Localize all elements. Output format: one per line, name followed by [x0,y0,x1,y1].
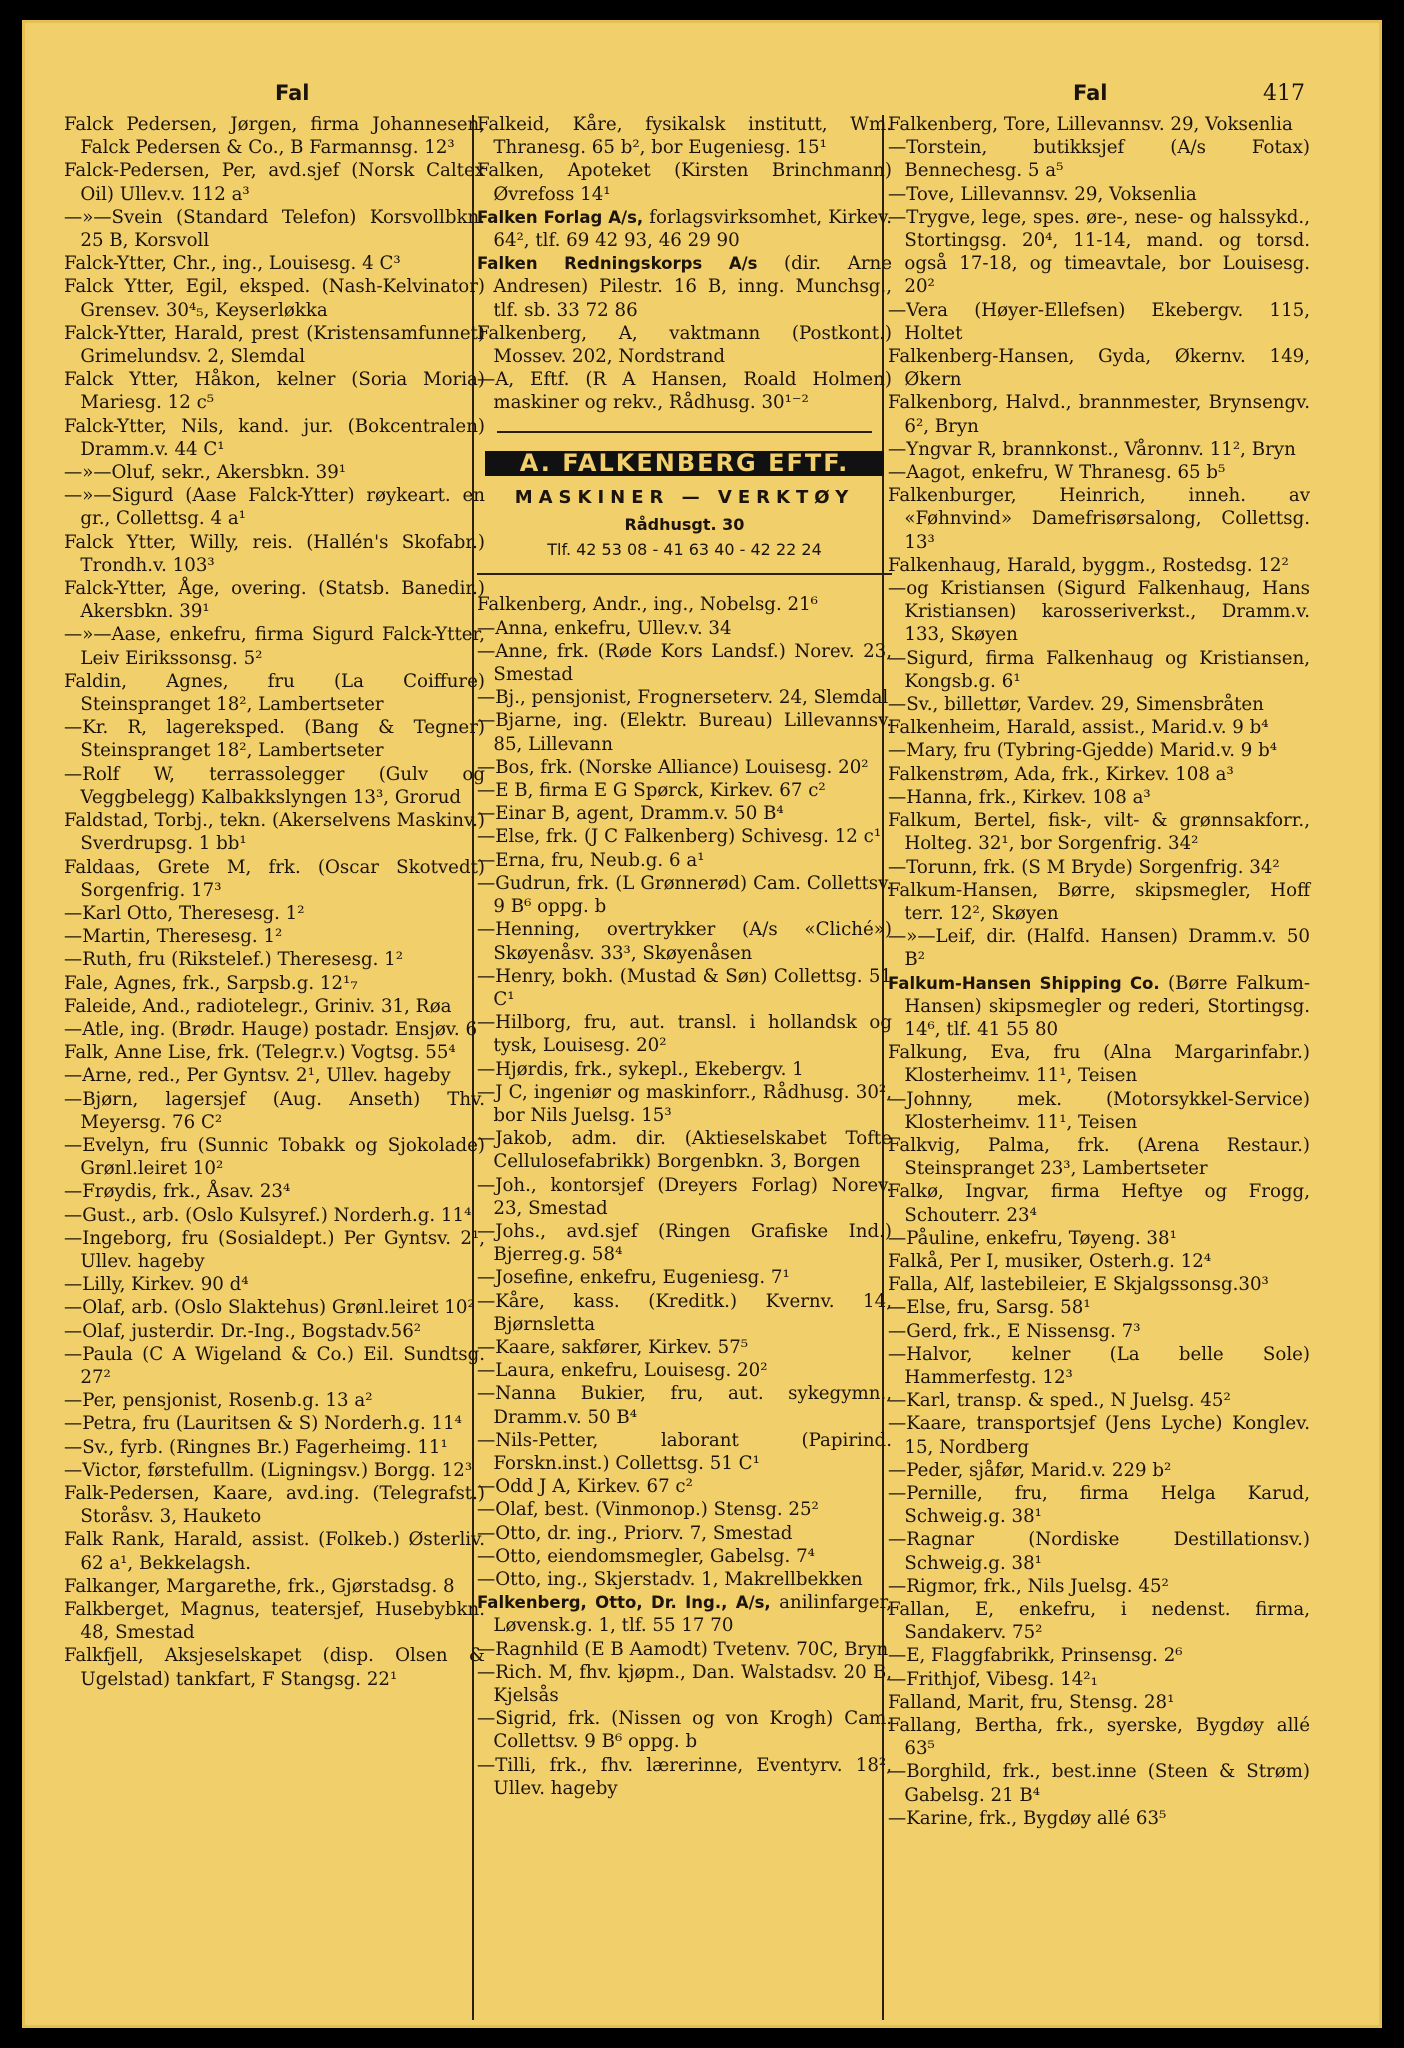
directory-entry [888,1320,1310,1343]
directory-entry: Falck-Pedersen, Per, avd.sjef (Norsk Caltex Oil) Ullev.v. 112 a³ [64,160,485,205]
entry-text: —Joh., kontorsjef (Dreyers Forlag) Norev. 23, Smestad [477,1174,892,1219]
entry-text: —Johnny, mek. (Motorsykkel-Service) Klosterheimv. 11¹, Teisen [888,1088,1310,1133]
directory-entry [888,183,1310,206]
bold-entry-name: Falken Redningskorps A/s [477,254,758,274]
directory-entry: —Olaf, arb. (Oslo Slaktehus) Grønl.leiret 10² [64,1297,475,1319]
entry-text: —Einar B, agent, Dramm.v. 50 B⁴ [477,803,784,825]
page-number: 417 [1263,81,1305,106]
entry-text: —Else, frk. (J C Falkenberg) Schivesg. 12 c¹ [477,826,882,848]
directory-entry [477,802,892,825]
directory-entry [888,1644,1310,1667]
directory-entry [477,1058,892,1081]
directory-entry [888,647,1310,693]
entry-text: —Anne, frk. (Røde Kors Landsf.) Norev. 23, Smestad [477,640,892,686]
directory-entry [477,206,892,252]
entry-text: —Erna, fru, Neub.g. 6 a¹ [477,849,705,871]
entry-text: forlagsvirksomhet, Kirkev. 64², tlf. 69 42 93, 46 29 90 [493,206,892,252]
directory-entry [888,577,1310,647]
directory-entry [888,739,1310,762]
bold-entry-name: Falkenberg, Otto, Dr. Ing., A/s, [477,1593,771,1613]
entry-text: —Otto, dr. ing., Priorv. 7, Smestad [477,1522,793,1544]
directory-entry [477,322,892,368]
directory-entry [477,709,892,755]
directory-entry [477,872,892,918]
directory-entry [888,1389,1310,1412]
entry-text: —Karine, frk., Bygdøy allé 63⁵ [888,1807,1167,1829]
entry-text: —Halvor, kelner (La belle Sole) Hammerfestg. 12³ [888,1343,1310,1388]
entry-text: —»—Leif, dir. (Halfd. Hansen) Dramm.v. 50 B² [888,926,1310,971]
directory-entry [477,1011,892,1057]
directory-entry: Faldin, Agnes, fru (La Coiffure) Steinspranget 18², Lambertseter [64,670,485,716]
directory-entry [477,1081,892,1127]
directory-entry [888,206,1310,299]
directory-entry [477,918,892,964]
directory-entry: Falck Ytter, Håkon, kelner (Soria Moria) Mariesg. 12 c⁵ [64,369,485,414]
directory-entry [888,299,1310,345]
entry-text: —Tove, Lillevannsv. 29, Voksenlia [888,183,1197,205]
entry-text: —Olaf, best. (Vinmonop.) Stensg. 25² [477,1499,819,1521]
directory-entry [888,1528,1310,1574]
entry-text: —Bj., pensjonist, Frognerseterv. 24, Slemdal [477,687,889,709]
entry-text: —Yngvar R, brannkonst., Våronnv. 11², Bryn [888,438,1296,460]
entry-text: Falkenborg, Halvd., brannmester, Brynsengv. 6², Bryn [888,392,1310,437]
entry-text: —Gerd, frk., E Nissensg. 7³ [888,1320,1141,1342]
entry-text: Falkå, Per I, musiker, Osterh.g. 12⁴ [888,1250,1212,1272]
directory-entry [477,1475,892,1498]
advertisement-falkenberg [477,431,892,576]
directory-entry: Faleide, And., radiotelegr., Griniv. 31, Røa [64,995,452,1017]
entry-text: —Sigrid, frk. (Nissen og von Krogh) Cam. Collettsv. 9 B⁶ oppg. b [477,1708,892,1753]
entry-text: —Odd J A, Kirkev. 67 c² [477,1476,693,1498]
directory-entry [888,763,1310,786]
directory-entry: —Gust., arb. (Oslo Kulsyref.) Norderh.g. 11⁴ [64,1204,472,1226]
ad-bottom-rule [477,573,892,575]
directory-entry [477,593,892,616]
entry-text: —E B, firma E G Spørck, Kirkev. 67 c² [477,780,826,802]
entry-text: —J C, ingeniør og maskinforr., Rådhusg. 30², bor Nils Juelsg. 15³ [477,1081,892,1126]
entry-text: —Torstein, butikksjef (A/s Fotax) Bennechesg. 5 a⁵ [888,137,1310,182]
entry-text: —Johs., avd.sjef (Ringen Grafiske Ind.) Bjerreg.g. 58⁴ [477,1220,892,1266]
directory-entry [888,1807,1310,1830]
directory-entry: —»—Oluf, sekr., Akersbkn. 39¹ [64,462,347,484]
bold-entry-name: Falken Forlag A/s, [477,207,644,227]
entry-text: —Henry, bokh. (Mustad & Søn) Collettsg. 51 C¹ [477,965,892,1010]
directory-entry [888,1343,1310,1389]
ad-address: Rådhusgt. 30 [624,515,745,535]
directory-entry [888,1088,1310,1134]
entry-text: —Otto, ing., Skjerstadv. 1, Makrellbekken [477,1568,863,1590]
directory-entry: —Olaf, justerdir. Dr.-Ing., Bogstadv.56² [64,1320,422,1342]
directory-entry: —Evelyn, fru (Sunnic Tobakk og Sjokolade) Grønl.leiret 10² [64,1134,485,1180]
directory-entry [888,809,1310,855]
directory-entry: —»—Svein (Standard Telefon) Korsvollbkn. 25 B, Korsvoll [64,206,485,252]
directory-entry: Falk, Anne Lise, frk. (Telegr.v.) Vogtsg. 55⁴ [64,1042,456,1064]
entry-text: —Torunn, frk. (S M Bryde) Sorgenfrig. 34² [888,856,1280,878]
directory-entry: —Martin, Theresesg. 1² [64,926,283,948]
directory-entry [888,716,1310,739]
entry-text: Falkum-Hansen, Børre, skipsmegler, Hoff terr. 12², Skøyen [888,879,1310,924]
entry-text: —Bjarne, ing. (Elektr. Bureau) Lillevannsv. 85, Lillevann [477,710,892,755]
directory-entry [888,136,1310,182]
entry-text: —Peder, sjåfør, Marid.v. 229 b² [888,1459,1172,1481]
directory-entry: Faldaas, Grete M, frk. (Oscar Skotvedt) Sorgenfrig. 17³ [64,856,485,901]
directory-entry [477,1545,892,1568]
entry-text: Falken, Apoteket (Kirsten Brinchmann) Øvrefoss 14¹ [477,160,892,205]
entry-text: —A, Eftf. (R A Hansen, Roald Holmen) maskiner og rekv., Rådhusg. 30¹⁻² [477,369,892,414]
directory-entry [477,1638,892,1661]
entry-text: —Anna, enkefru, Ullev.v. 34 [477,617,732,639]
entry-text: —Trygve, lege, spes. øre-, nese- og halssykd., Stortingsg. 20⁴, 11-14, mand. og torsd. også 17-18, og timeavtale, bor Louisesg. 20² [888,206,1310,298]
entry-text: —Tilli, frk., fhv. lærerinne, Eventyrv. 18², Ullev. hageby [477,1754,892,1799]
entry-text: —Kaare, sakfører, Kirkev. 57⁵ [477,1336,749,1358]
directory-entry: —Frøydis, frk., Åsav. 23⁴ [64,1181,291,1203]
directory-entry [888,1598,1310,1644]
directory-entry [888,1273,1310,1296]
directory-entry: Falck-Ytter, Harald, prest (Kristensamfunnet) Grimelundsv. 2, Slemdal [64,322,485,368]
directory-entry [888,1459,1310,1482]
entry-text: —Ragnar (Nordiske Destillationsv.) Schweig.g. 38¹ [888,1529,1310,1574]
ad-top-rule [497,431,872,433]
directory-entry [477,1290,892,1336]
directory-entry [888,554,1310,577]
entry-text: —Mary, fru (Tybring-Gjedde) Marid.v. 9 b⁴ [888,740,1278,762]
directory-entry [477,1568,892,1591]
directory-entry [888,113,1310,136]
ad-logo: A. FALKENBERG EFTF. [485,451,884,476]
directory-entry [477,1336,892,1359]
directory-entry [477,1382,892,1428]
entry-text: —Rich. M, fhv. kjøpm., Dan. Walstadsv. 20 B, Kjelsås [477,1661,892,1706]
entry-text: Falkeid, Kåre, fysikalsk institutt, Wm. Thranesg. 65 b², bor Eugeniesg. 15¹ [477,114,892,159]
directory-entry [477,368,892,414]
directory-entry [888,1250,1310,1273]
directory-entry [888,345,1310,391]
directory-entry [477,1661,892,1707]
entry-text: —Borghild, frk., best.inne (Steen & Strøm) Gabelsg. 21 B⁴ [888,1761,1310,1806]
directory-entry: Faldstad, Torbj., tekn. (Akerselvens Maskinv.) Sverdrupsg. 1 bb¹ [64,810,485,855]
directory-entry: —Paula (C A Wigeland & Co.) Eil. Sundtsg. 27² [64,1343,485,1388]
directory-entry: Fale, Agnes, frk., Sarpsb.g. 12¹₇ [64,972,358,994]
entry-text: —Gudrun, frk. (L Grønnerød) Cam. Collettsv. 9 B⁶ oppg. b [477,872,892,918]
directory-entry [888,856,1310,879]
entry-text: —Otto, eiendomsmegler, Gabelsg. 7⁴ [477,1545,815,1567]
directory-entry: —Victor, førstefullm. (Ligningsv.) Borgg. 12³ [64,1459,473,1481]
directory-entry [888,1134,1310,1180]
directory-entry: —Rolf W, terrassolegger (Gulv og Veggbelegg) Kalbakkslyngen 13³, Grorud [64,763,485,808]
directory-entry [888,1575,1310,1598]
directory-entry [477,1174,892,1220]
entry-text: —Kaare, transportsjef (Jens Lyche) Konglev. 15, Nordberg [888,1413,1310,1458]
directory-entry [888,1760,1310,1806]
directory-entry [888,925,1310,971]
directory-entry [477,1707,892,1753]
directory-entry: —Kr. R, lagereksped. (Bang & Tegner) Steinspranget 18², Lambertseter [64,717,485,762]
entry-text: —Nils-Petter, laborant (Papirind. Forskn.inst.) Collettsg. 51 C¹ [477,1429,892,1474]
entry-text: —Nanna Bukier, fru, aut. sykegymn., Dramm.v. 50 B⁴ [477,1383,892,1428]
directory-entry [888,1180,1310,1226]
directory-entry: Falk-Pedersen, Kaare, avd.ing. (Telegrafst.) Storåsv. 3, Hauketo [64,1482,485,1528]
directory-entry [477,965,892,1011]
directory-entry [888,1714,1310,1760]
directory-entry [477,1359,892,1382]
directory-entry [477,849,892,872]
entry-text: —Påuline, enkefru, Tøyeng. 38¹ [888,1227,1177,1249]
directory-entry [888,1482,1310,1528]
directory-entry: —Lilly, Kirkev. 90 d⁴ [64,1274,249,1296]
directory-entry: —Karl Otto, Theresesg. 1² [64,902,305,924]
directory-entry [477,1498,892,1521]
directory-entry [888,1296,1310,1319]
directory-entry: —Sv., fyrb. (Ringnes Br.) Fagerheimg. 11¹ [64,1436,448,1458]
directory-entry: —Petra, fru (Lauritsen & S) Norderh.g. 11⁴ [64,1413,462,1435]
directory-entry [888,879,1310,925]
entry-text: Falkenburger, Heinrich, inneh. av «Føhnvind» Damefrisørsalong, Collettsg. 13³ [888,485,1310,553]
directory-entry [477,1429,892,1475]
directory-entry [477,825,892,848]
entry-text: —Jakob, adm. dir. (Aktieselskabet Tofte Cellulosefabrikk) Borgenbkn. 3, Borgen [477,1128,892,1173]
entry-text: —og Kristiansen (Sigurd Falkenhaug, Hans Kristiansen) karosseriverkst., Dramm.v. 133, Skøyen [888,578,1310,646]
directory-entry [888,1412,1310,1458]
entry-text: —Karl, transp. & sped., N Juelsg. 45² [888,1390,1231,1412]
running-header-left: Fal [275,81,310,105]
directory-entry: Falck-Ytter, Chr., ing., Louisesg. 4 C³ [64,253,401,275]
entry-text: (dir. Arne Andresen) Pilestr. 16 B, inng. Munchsg., tlf. sb. 33 72 86 [493,253,893,321]
ad-tagline: MASKINER — VERKTØY [514,486,855,508]
directory-entry [888,786,1310,809]
entry-text: —Bos, frk. (Norske Alliance) Louisesg. 20² [477,756,869,778]
directory-entry: Falkfjell, Aksjeselskapet (disp. Olsen & Ugelstad) tankfart, F Stangsg. 22¹ [64,1645,485,1690]
entry-text: —Frithjof, Vibesg. 14²₁ [888,1668,1098,1690]
column-2 [477,113,892,1800]
entry-text: Falkum, Bertel, fisk-, vilt- & grønnsakforr., Holteg. 32¹, bor Sorgenfrig. 34² [888,810,1310,855]
directory-entry: Falkanger, Margarethe, frk., Gjørstadsg. 8 [64,1575,455,1597]
directory-entry: Falkberget, Magnus, teatersjef, Husebybkn. 48, Smestad [64,1599,485,1644]
entry-text: Falkenberg, A, vaktmann (Postkont.) Mossev. 202, Nordstrand [477,322,892,368]
directory-entry [477,252,892,322]
entry-text: —Hilborg, fru, aut. transl. i hollandsk og tysk, Louisesg. 20² [477,1012,892,1057]
directory-entry: Falck Ytter, Egil, eksped. (Nash-Kelvinator) Grensev. 30⁴₅, Keyserløkka [64,276,485,321]
directory-entry [477,756,892,779]
directory-entry [888,438,1310,461]
directory-entry [888,391,1310,437]
column-2-entries-top [477,113,892,415]
entry-text: —Else, fru, Sarsg. 58¹ [888,1297,1091,1319]
column-1 [64,113,485,1691]
column-2-entries-bottom [477,593,892,1800]
entry-text: Fallang, Bertha, frk., syerske, Bygdøy allé 63⁵ [888,1715,1310,1760]
entry-text: —Hanna, frk., Kirkev. 108 a³ [888,786,1151,808]
directory-entry [888,1668,1310,1691]
entry-text: Falkenhaug, Harald, byggm., Rostedsg. 12² [888,554,1289,576]
directory-entry [477,159,892,205]
directory-entry [477,1220,892,1266]
entry-text: —Laura, enkefru, Louisesg. 20² [477,1360,768,1382]
directory-entry: Falck-Ytter, Nils, kand. jur. (Bokcentralen) Dramm.v. 44 C¹ [64,415,485,460]
directory-entry [477,779,892,802]
entry-text: —Ragnhild (E B Aamodt) Tvetenv. 70C, Bryn [477,1638,889,1660]
entry-text: Falkenberg, Andr., ing., Nobelsg. 21⁶ [477,594,818,616]
entry-text: —E, Flaggfabrikk, Prinsensg. 2⁶ [888,1645,1183,1667]
column-3 [888,113,1310,1830]
directory-entry [477,113,892,159]
directory-entry [888,1691,1310,1714]
entry-text: Falkø, Ingvar, firma Heftye og Frogg, Schouterr. 23⁴ [888,1181,1310,1226]
ad-phones: Tlf. 42 53 08 - 41 63 40 - 42 22 24 [547,540,822,560]
entry-text: Falkvig, Palma, frk. (Arena Restaur.) Steinspranget 23³, Lambertseter [888,1134,1310,1180]
entry-text: —Henning, overtrykker (A/s «Cliché») Skøyenåsv. 33³, Skøyenåsen [477,919,892,964]
entry-text: Falkenberg-Hansen, Gyda, Økernv. 149, Økern [888,346,1310,391]
entry-text: Falla, Alf, lastebileier, E Skjalgssonsg.30³ [888,1274,1269,1296]
entry-text: Falkung, Eva, fru (Alna Margarinfabr.) Klosterheimv. 11¹, Teisen [888,1042,1310,1087]
entry-text: —Kåre, kass. (Kreditk.) Kvernv. 14, Bjørnsletta [477,1290,892,1335]
directory-entry [888,484,1310,554]
entry-text: anilinfarger, Løvensk.g. 1, tlf. 55 17 70 [493,1592,893,1637]
directory-entry: —Ruth, fru (Rikstelef.) Theresesg. 1² [64,949,404,971]
directory-entry: —Per, pensjonist, Rosenb.g. 13 a² [64,1390,373,1412]
directory-entry [888,972,1310,1042]
entry-text: Falkenberg, Tore, Lillevannsv. 29, Voksenlia [888,114,1293,135]
directory-entry: —Bjørn, lagersjef (Aug. Anseth) Thv. Meyersg. 76 C² [64,1088,485,1133]
entry-text: —Josefine, enkefru, Eugeniesg. 7¹ [477,1267,790,1289]
directory-entry [477,1754,892,1800]
directory-entry [477,640,892,686]
directory-page [22,20,1382,2028]
directory-entry [477,686,892,709]
entry-text: Fallan, E, enkefru, i nedenst. firma, Sandakerv. 75² [888,1599,1310,1644]
directory-entry [888,1227,1310,1250]
directory-entry: —Arne, red., Per Gyntsv. 2¹, Ullev. hageby [64,1065,451,1087]
directory-entry [888,461,1310,484]
directory-entry: —Atle, ing. (Brødr. Hauge) postadr. Ensjøv. 6 [64,1018,478,1040]
entry-text: —Aagot, enkefru, W Thranesg. 65 b⁵ [888,462,1226,484]
entry-text: (Børre Falkum-Hansen) skipsmegler og rederi, Stortingsg. 14⁶, tlf. 41 55 80 [904,972,1310,1040]
running-header-right: Fal [1073,81,1108,105]
directory-entry [477,1127,892,1173]
directory-entry [888,693,1310,716]
directory-entry: —»—Sigurd (Aase Falck-Ytter) røykeart. en gr., Collettsg. 4 a¹ [64,485,485,530]
directory-entry [477,617,892,640]
entry-text: Falland, Marit, fru, Stensg. 28¹ [888,1691,1175,1713]
directory-entry [477,1522,892,1545]
directory-entry: —Ingeborg, fru (Sosialdept.) Per Gyntsv. 2¹, Ullev. hageby [64,1227,485,1272]
bold-entry-name: Falkum-Hansen Shipping Co. [888,973,1160,993]
entry-text: —Sigurd, firma Falkenhaug og Kristiansen, Kongsb.g. 6¹ [888,647,1310,692]
entry-text: —Vera (Høyer-Ellefsen) Ekebergv. 115, Holtet [888,299,1310,344]
directory-entry: —»—Aase, enkefru, firma Sigurd Falck-Ytter, Leiv Eirikssonsg. 5² [64,624,485,669]
directory-entry: Falck-Ytter, Åge, overing. (Statsb. Banedir.) Akersbkn. 39¹ [64,578,485,623]
directory-entry: Falk Rank, Harald, assist. (Folkeb.) Østerliv. 62 a¹, Bekkelagsh. [64,1529,485,1574]
directory-entry: Falck Pedersen, Jørgen, firma Johannesen, Falck Pedersen & Co., B Farmannsg. 12³ [64,114,485,159]
entry-text: —Pernille, fru, firma Helga Karud, Schweig.g. 38¹ [888,1482,1310,1528]
directory-entry: Falck Ytter, Willy, reis. (Hallén's Skofabr.) Trondh.v. 103³ [64,531,485,576]
directory-entry [888,1041,1310,1087]
entry-text: Falkenheim, Harald, assist., Marid.v. 9 b⁴ [888,717,1269,739]
entry-text: Falkenstrøm, Ada, frk., Kirkev. 108 a³ [888,763,1234,785]
entry-text: —Sv., billettør, Vardev. 29, Simensbråten [888,694,1264,716]
entry-text: —Hjørdis, frk., sykepl., Ekebergv. 1 [477,1058,804,1080]
directory-entry [477,1266,892,1289]
directory-entry [477,1591,892,1637]
entry-text: —Rigmor, frk., Nils Juelsg. 45² [888,1575,1169,1597]
